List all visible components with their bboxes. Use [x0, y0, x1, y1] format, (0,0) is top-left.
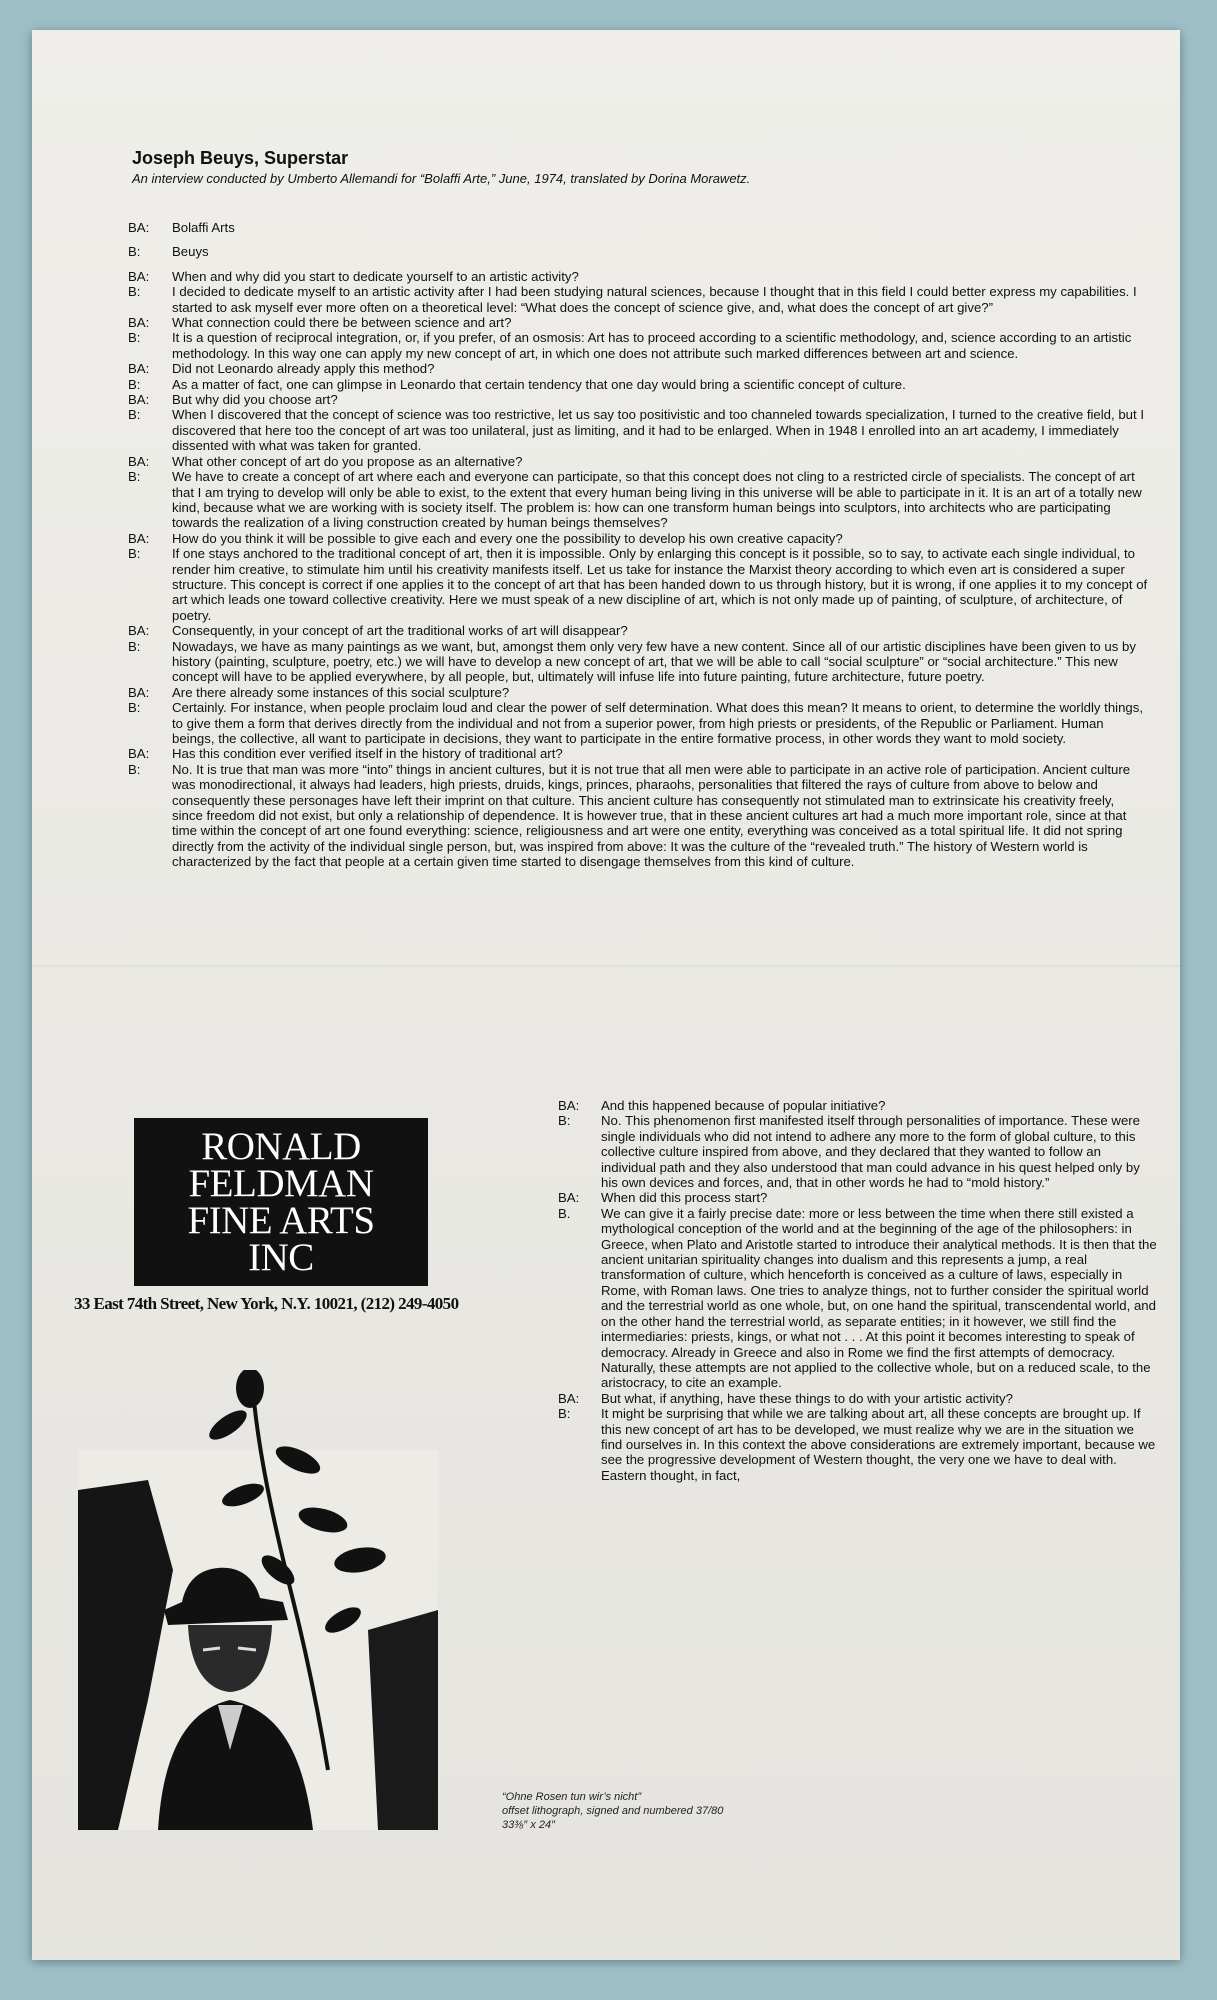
- interview-exchange: [128, 284, 1148, 315]
- interview-exchange: [558, 1206, 1158, 1391]
- artwork-caption: [502, 1790, 723, 1832]
- speaker-label: BA:: [128, 746, 150, 762]
- exchange-text: No. This phenomenon first manifested itself through personalities of importance. These were single individuals who did not intend to adhere any more to the form of global culture, to this collective culture inspired from above, and they declared that they wanted to follow an individual path and they also understood that man could advance in his quest helped only by his own devices and forces, and, that in other words he had to “mold history.”: [601, 1113, 1141, 1191]
- caption-title: “Ohne Rosen tun wir’s nicht”: [502, 1791, 641, 1803]
- exchange-text: No. It is true that man was more “into” things in ancient cultures, but it is not true that all men were able to participate in an active role of participation. Ancient culture was monodirectional, it always had leaders, high priests, druids, kings, princes, pharaohs, personalities that filtered the rays of culture from above to below and consequently these personages have left their imprint on that culture. This ancient culture has consequently not stimulated man to extrinsicate his creativity freely, since freedom did not exist, but only a relationship of dependence. It is however true, that in these ancient cultures art had a much more important role, since at that time within the concept of art one found everything: science, religiousness and art were one entity, everything was conceived as a total spiritual life. It did not spring directly from the activity of the individual single person, but, was inspired from above: It was the culture of the “revealed truth.” The history of Western world is characterized by the fact that people at a certain given time started to disengage themselves from this kind of culture.: [172, 761, 1131, 870]
- interview-exchange: [128, 762, 1148, 870]
- interview-column-main: [128, 220, 1148, 870]
- speaker-name: Bolaffi Arts: [172, 220, 235, 235]
- paper-fold: [32, 965, 1180, 969]
- article-header: [132, 148, 1092, 186]
- speaker-label: B:: [128, 376, 141, 392]
- logo-line: FINE ARTS: [187, 1199, 375, 1242]
- interview-exchange: [558, 1113, 1158, 1190]
- exchange-text: How do you think it will be possible to give each and every one the possibility to develop his own creative capacity?: [172, 530, 843, 546]
- speaker-label: B:: [128, 638, 141, 654]
- exchange-text: Did not Leonardo already apply this method?: [172, 361, 435, 377]
- speaker-label: BA:: [558, 1390, 580, 1406]
- exchange-text: When I discovered that the concept of science was too restrictive, let us say too positivistic and too channeled towards specialization, I turned to the creative field, but I discovered that here too the concept of art was too unilateral, just as limiting, and it had to be enlarged. When in 1948 I enrolled into an art academy, I immediately dissented with what was taken for granted.: [172, 407, 1144, 454]
- exchange-text: What connection could there be between science and art?: [172, 315, 512, 331]
- interview-exchange: [128, 330, 1148, 361]
- caption-size: 33⅜″ x 24″: [502, 1819, 556, 1831]
- interview-exchange: [558, 1098, 1158, 1113]
- interview-exchange: [558, 1391, 1158, 1406]
- interview-exchange: [558, 1406, 1158, 1483]
- interview-exchange: [128, 377, 1148, 392]
- newsprint-sheet: [32, 30, 1180, 1960]
- interview-exchange: [128, 546, 1148, 623]
- exchange-text: Consequently, in your concept of art the traditional works of art will disappear?: [172, 623, 628, 639]
- logo-line: INC: [248, 1236, 314, 1279]
- speaker-label: BA:: [128, 361, 150, 377]
- speaker-label: BA:: [128, 315, 150, 331]
- exchange-text: We can give it a fairly precise date: more or less between the time when there still existed a mythological conception of the world and at the beginning of the age of the philosophers: in Greece, when Plato and Aristotle started to introduce their analytical methods. It is then that the ancient unitarian spirituality changes into dualism and this represents a jump, a real transformation of culture, which henceforth is conceived as a culture of laws, especially in Rome, with Roman laws. One tries to analyze things, not to further consider the spiritual world and the terrestrial world as one whole, but, on one hand the spiritual, transcendental world, and on the other hand the terrestrial world, as separate entities; in it however, we still find the intermediaries: priests, kings, or what not . . . At this point it becomes interesting to speak of democracy. Already in Greece and also in Rome we find the first attempts of democracy. Naturally, these attempts are not applied to the collective whole, but on a reduced scale, to the aristocracy, to cite an example.: [601, 1205, 1157, 1391]
- speaker-label: B:: [128, 330, 141, 346]
- exchange-text: What other concept of art do you propose as an alternative?: [172, 453, 523, 469]
- speaker-label: BA:: [558, 1190, 580, 1206]
- interview-exchange: [128, 623, 1148, 638]
- exchange-text: Nowadays, we have as many paintings as we want, but, amongst them only very few have a new content. Since all of our artistic disciplines have been given to us by history (painting, sculpture, poetry, etc.) we will have to develop a new concept of art, that we will be able to call “social sculpture” or “social architecture.” This new concept will have to be applied everywhere, by all people, but, ultimately will infuse life into future painting, future architecture, future poetry.: [172, 638, 1136, 685]
- exchange-text: We have to create a concept of art where each and everyone can participate, so that this concept does not cling to a restricted circle of specialists. The concept of art that I am trying to develop will only be able to exist, to the extent that every human being living in this universe will be able to participate in it. It is an art of a totally new kind, because what we are working with is society itself. The problem is: how can one transform human beings into sculptors, into architects who are participating towards the realization of a living construction created by human beings themselves?: [172, 469, 1142, 531]
- interview-exchange: [128, 685, 1148, 700]
- speaker-label: BA:: [128, 684, 150, 700]
- interview-exchange: [128, 531, 1148, 546]
- exchange-text: I decided to dedicate myself to an artistic activity after I had been studying natural sciences, because I thought that in this field I could better express my capabilities. I started to ask myself ever more often on a theoretical level: “What does the concept of science give, and, what does the concept of art give?”: [172, 284, 1137, 315]
- speaker-label: BA:: [128, 530, 150, 546]
- speaker-label: BA:: [128, 392, 150, 408]
- logo-line: FELDMAN: [188, 1162, 374, 1205]
- speaker-label: B:: [128, 284, 141, 300]
- exchange-text: When and why did you start to dedicate yourself to an artistic activity?: [172, 268, 579, 284]
- speaker-label: B:: [128, 546, 141, 562]
- interview-exchange: [128, 700, 1148, 746]
- speaker-name: Beuys: [172, 244, 209, 260]
- exchange-text: When did this process start?: [601, 1190, 768, 1206]
- interview-exchange: [558, 1190, 1158, 1205]
- speaker-label: BA:: [128, 268, 150, 284]
- speaker-key-row: [128, 220, 1148, 235]
- article-subtitle: An interview conducted by Umberto Allemandi for “Bolaffi Arte,” June, 1974, translated by Dorina Morawetz.: [132, 171, 751, 186]
- speaker-label: BA:: [128, 220, 150, 235]
- article-title: Joseph Beuys, Superstar: [132, 148, 349, 168]
- speaker-label: B:: [128, 469, 141, 485]
- exchange-text: Certainly. For instance, when people proclaim loud and clear the power of self determination. What does this mean? It means to orient, to determine the worldly things, to give them a form that derives directly from the individual and not from a superior power, from high priests or presidents, of the Republic or Parliament. Human beings, the collective, all want to participate in decisions, they want to participate in the entire formative process, in other words they want to mold society.: [172, 700, 1144, 746]
- exchange-text: Has this condition ever verified itself in the history of traditional art?: [172, 746, 563, 762]
- speaker-label: B:: [128, 244, 141, 260]
- speaker-label: B:: [558, 1113, 571, 1129]
- speaker-label: B:: [128, 700, 141, 716]
- logo-line: RONALD: [201, 1125, 361, 1168]
- rose-portrait-artwork: [78, 1370, 438, 1830]
- speaker-label: BA:: [558, 1098, 580, 1113]
- speaker-label: B.: [558, 1205, 571, 1221]
- speaker-label: BA:: [128, 453, 150, 469]
- exchange-text: And this happened because of popular initiative?: [601, 1098, 886, 1113]
- interview-exchange: [128, 315, 1148, 330]
- speaker-label: B:: [128, 407, 141, 423]
- interview-exchange: [128, 407, 1148, 453]
- exchange-text: As a matter of fact, one can glimpse in Leonardo that certain tendency that one day would bring a scientific concept of culture.: [172, 376, 906, 392]
- speaker-label: B:: [558, 1406, 571, 1422]
- interview-exchange: [128, 469, 1148, 531]
- speaker-label: B:: [128, 761, 141, 777]
- gallery-logo: [134, 1118, 428, 1286]
- exchange-text: But why did you choose art?: [172, 392, 338, 408]
- speaker-label: BA:: [128, 623, 150, 639]
- exchange-text: If one stays anchored to the traditional concept of art, then it is impossible. Only by enlarging this concept is it possible, so to say, to activate each single individual, to render him creative, to stimulate him until his creativity manifests itself. Let us take for instance the Marxist theory according to which even art is considered a super structure. This concept is correct if one applies it to the concept of art that has been handed down to us through history, but it is wrong, if one applies it to my concept of art which leads one toward collective creativity. Here we must speak of a new discipline of art, which is not only made up of painting, of sculpture, of architecture, of poetry.: [172, 546, 1148, 623]
- interview-exchange: [128, 361, 1148, 376]
- exchange-text: It might be surprising that while we are talking about art, all these concepts are brought up. If this new concept of art has to be developed, we must realize why we are in the situation we find ourselves in. In this context the above considerations are extremely important, because we see the progressive development of Western thought, the very one we have to deal with. Eastern thought, in fact,: [601, 1406, 1156, 1483]
- interview-exchange: [128, 392, 1148, 407]
- interview-exchange: [128, 746, 1148, 761]
- interview-column-right: [558, 1098, 1158, 1483]
- interview-exchange: [128, 454, 1148, 469]
- exchange-text: It is a question of reciprocal integration, or, if you prefer, of an osmosis: Art has to proceed according to a scientific methodology, and, science according to an artistic methodology. In this way one can apply my new concept of art, in which one does not attribute such marked differences between art and science.: [172, 330, 1132, 361]
- caption-medium: offset lithograph, signed and numbered 37/80: [502, 1805, 724, 1817]
- exchange-text: Are there already some instances of this social sculpture?: [172, 684, 510, 700]
- interview-exchanges: [128, 269, 1148, 870]
- speaker-key-row: [128, 244, 1148, 259]
- interview-exchange: [128, 269, 1148, 284]
- exchange-text: But what, if anything, have these things to do with your artistic activity?: [601, 1390, 1013, 1406]
- interview-exchange: [128, 639, 1148, 685]
- gallery-address: 33 East 74th Street, New York, N.Y. 10021, (212) 249-4050: [74, 1294, 459, 1313]
